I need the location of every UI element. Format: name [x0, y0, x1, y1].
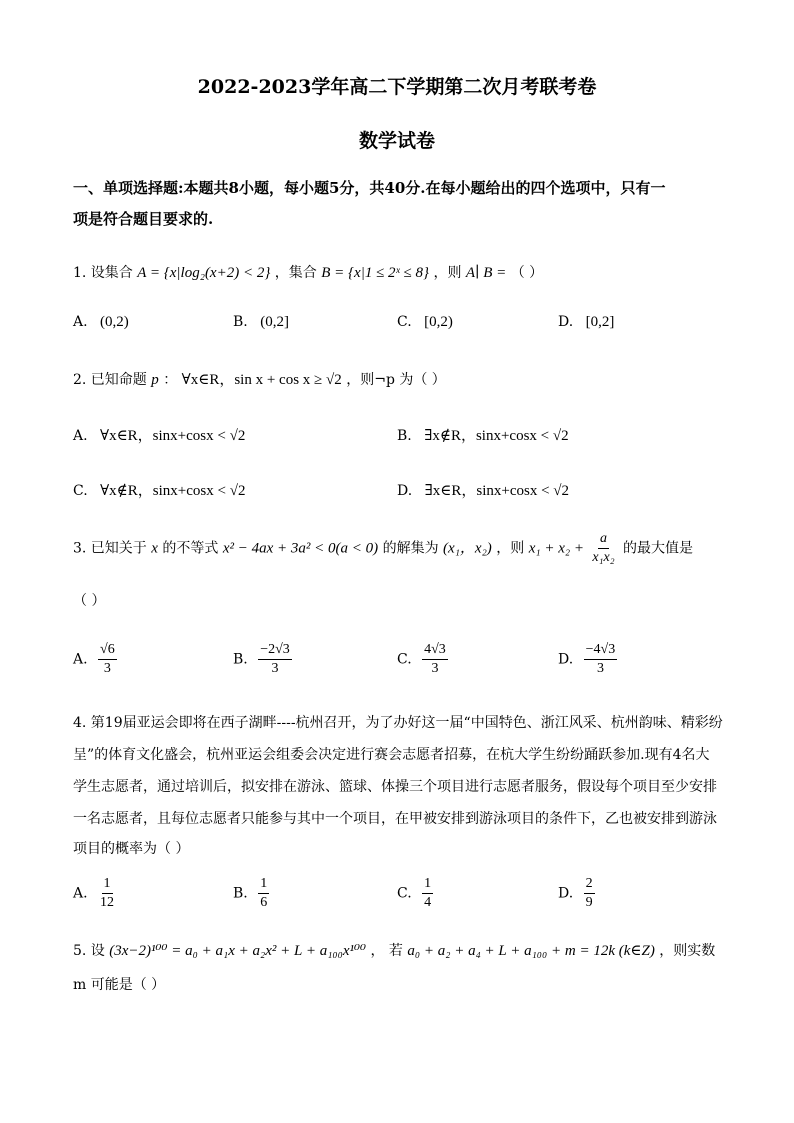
q1-paren: （ ） — [510, 265, 544, 281]
fraction-denominator: 3 — [103, 661, 111, 677]
option-text: [0,2) — [424, 314, 453, 330]
option-fraction — [584, 642, 618, 677]
option-text: (0,2) — [100, 314, 129, 330]
q1-option-a[interactable] — [73, 314, 129, 331]
q1-set-b: B = {x|1 ≤ 2ˣ ≤ 8} — [321, 265, 430, 281]
q3-text-a: 的不等式 — [162, 540, 219, 557]
q2-colon: ： — [163, 372, 178, 388]
q4-line-3: 学生志愿者，通过培训后，拟安排在游泳、篮球、体操三个项目进行志愿者服务，假设每个项目至少安排 — [73, 779, 717, 795]
fraction-numerator: −4√3 — [584, 642, 618, 660]
question-5 — [73, 940, 715, 960]
option-label: B. — [233, 651, 248, 668]
fraction-denominator: 3 — [271, 661, 279, 677]
fraction-numerator: 1 — [102, 876, 113, 894]
q4-option-d[interactable] — [558, 876, 597, 911]
option-label: C. — [397, 314, 412, 330]
option-fraction — [422, 876, 433, 911]
q3-text-b: 的解集为 — [382, 540, 439, 557]
q2-tail: ，则¬p 为（ ） — [346, 372, 446, 388]
fraction-denominator: 3 — [431, 661, 439, 677]
q4-line-2: 呈”的体育文化盛会，杭州亚运会组委会决定进行赛会志愿者招募，在杭大学生纷纷踊跃参加.现有4名大 — [73, 747, 710, 763]
q2-option-b[interactable] — [397, 424, 569, 445]
q1-option-b[interactable] — [233, 314, 289, 331]
q4-line-1: 4. 第19届亚运会即将在西子湖畔----杭州召开，为了办好这一届“中国特色、浙江风采、杭州韵味、精彩纷 — [73, 715, 723, 731]
q3-option-d[interactable] — [558, 642, 619, 677]
option-text: [0,2] — [585, 314, 615, 330]
option-text: ∃x∉R，sinx+cosx < √2 — [424, 428, 569, 444]
q1-expr: A∣ B = — [465, 265, 507, 281]
option-label: C. — [397, 651, 412, 668]
q2-p: p — [151, 372, 159, 388]
option-label: C. — [397, 885, 412, 902]
option-text: ∃x∈R，sinx+cosx < √2 — [424, 483, 570, 499]
q5-line-2: m 可能是（ ） — [73, 977, 166, 993]
q3-interval: (x₁，x₂) — [443, 540, 492, 557]
q3-option-c[interactable] — [397, 642, 450, 677]
option-label: D. — [558, 651, 574, 668]
fraction-denominator: 3 — [596, 661, 604, 677]
q2-prefix: 2. 已知命题 — [73, 372, 147, 388]
q5-condition: a₀ + a₂ + a₄ + L + a₁₀₀ + m = 12k (k∈Z) — [407, 943, 655, 959]
option-label: A. — [73, 428, 88, 444]
q4-line-5: 项目的概率为（ ） — [73, 841, 190, 857]
q4-option-a[interactable] — [73, 876, 118, 911]
fraction-denominator: x₁x₂ — [592, 550, 615, 566]
option-fraction — [422, 642, 448, 677]
q2-statement: ∀x∈R，sin x + cos x ≥ √2 — [181, 372, 342, 388]
fraction-numerator: 2 — [584, 876, 595, 894]
q4-option-b[interactable] — [233, 876, 271, 911]
option-text: (0,2] — [260, 314, 289, 330]
fraction-denominator: 4 — [424, 895, 432, 911]
fraction-numerator: 1 — [422, 876, 433, 894]
q5-expansion: (3x−2)¹⁰⁰ = a₀ + a₁x + a₂x² + L + a₁₀₀x¹⁰⁰ — [109, 943, 367, 959]
option-label: D. — [397, 483, 413, 499]
q2-option-a[interactable] — [73, 424, 245, 445]
q5-prefix: 5. 设 — [73, 943, 105, 959]
q4-line-4: 一名志愿者，且每位志愿者只能参与其中一个项目，在甲被安排到游泳项目的条件下，乙也被安排到游泳 — [73, 811, 717, 827]
exam-title: 2022-2023学年高二下学期第二次月考联考卷 — [197, 76, 597, 98]
option-fraction — [258, 642, 292, 677]
option-fraction — [98, 876, 116, 911]
q3-paren: （ ） — [73, 593, 106, 609]
fraction-numerator: −2√3 — [258, 642, 292, 660]
option-text: ∀x∉R，sinx+cosx < √2 — [100, 483, 246, 499]
q1-tail: ，则 — [433, 265, 462, 281]
q5-mid: ， 若 — [370, 943, 403, 959]
q3-fraction — [590, 531, 616, 566]
option-label: D. — [558, 885, 574, 902]
fraction-numerator: a — [598, 531, 609, 549]
option-label: A. — [73, 885, 88, 902]
q4-option-c[interactable] — [397, 876, 435, 911]
option-label: A. — [73, 314, 88, 330]
option-label: D. — [558, 314, 574, 330]
option-label: C. — [73, 483, 88, 499]
q5-tail: ，则实数 — [659, 943, 716, 959]
q1-mid: ，集合 — [274, 265, 317, 281]
fraction-denominator: 6 — [260, 895, 268, 911]
fraction-denominator: 12 — [100, 895, 115, 911]
q3-option-b[interactable] — [233, 642, 294, 677]
fraction-numerator: √6 — [98, 642, 117, 660]
fraction-denominator: 9 — [585, 895, 593, 911]
q3-text-c: ，则 — [496, 540, 525, 557]
q2-option-c[interactable] — [73, 479, 245, 500]
option-text: ∀x∈R，sinx+cosx < √2 — [100, 428, 246, 444]
q3-expression: x₁ + x₂ + — [528, 540, 584, 557]
question-1 — [73, 262, 543, 282]
q3-prefix: 3. 已知关于 — [73, 540, 147, 557]
q1-set-a: A = {x|log₂(x+2) < 2} — [137, 265, 271, 281]
option-label: B. — [397, 428, 412, 444]
question-2 — [73, 368, 446, 389]
fraction-numerator: 1 — [258, 876, 269, 894]
section-heading-line2: 项是符合题目要求的. — [73, 210, 214, 228]
q1-option-d[interactable] — [558, 314, 614, 331]
fraction-numerator: 4√3 — [422, 642, 448, 660]
q3-option-a[interactable] — [73, 642, 119, 677]
option-label: B. — [233, 314, 248, 330]
q1-prefix: 1. 设集合 — [73, 265, 133, 281]
exam-subtitle: 数学试卷 — [358, 130, 435, 152]
option-label: B. — [233, 885, 248, 902]
option-fraction — [98, 642, 117, 677]
question-3 — [73, 531, 693, 566]
option-fraction — [258, 876, 269, 911]
option-label: A. — [73, 651, 88, 668]
section-heading-line1: 一、单项选择题:本题共8小题，每小题5分，共40分.在每小题给出的四个选项中，只有一 — [73, 179, 666, 197]
q3-x: x — [151, 540, 158, 557]
q3-inequality: x² − 4ax + 3a² < 0(a < 0) — [222, 540, 379, 557]
option-fraction — [584, 876, 595, 911]
q3-text-d: 的最大值是 — [623, 540, 694, 557]
q2-option-d[interactable] — [397, 479, 569, 500]
q1-option-c[interactable] — [397, 314, 453, 331]
